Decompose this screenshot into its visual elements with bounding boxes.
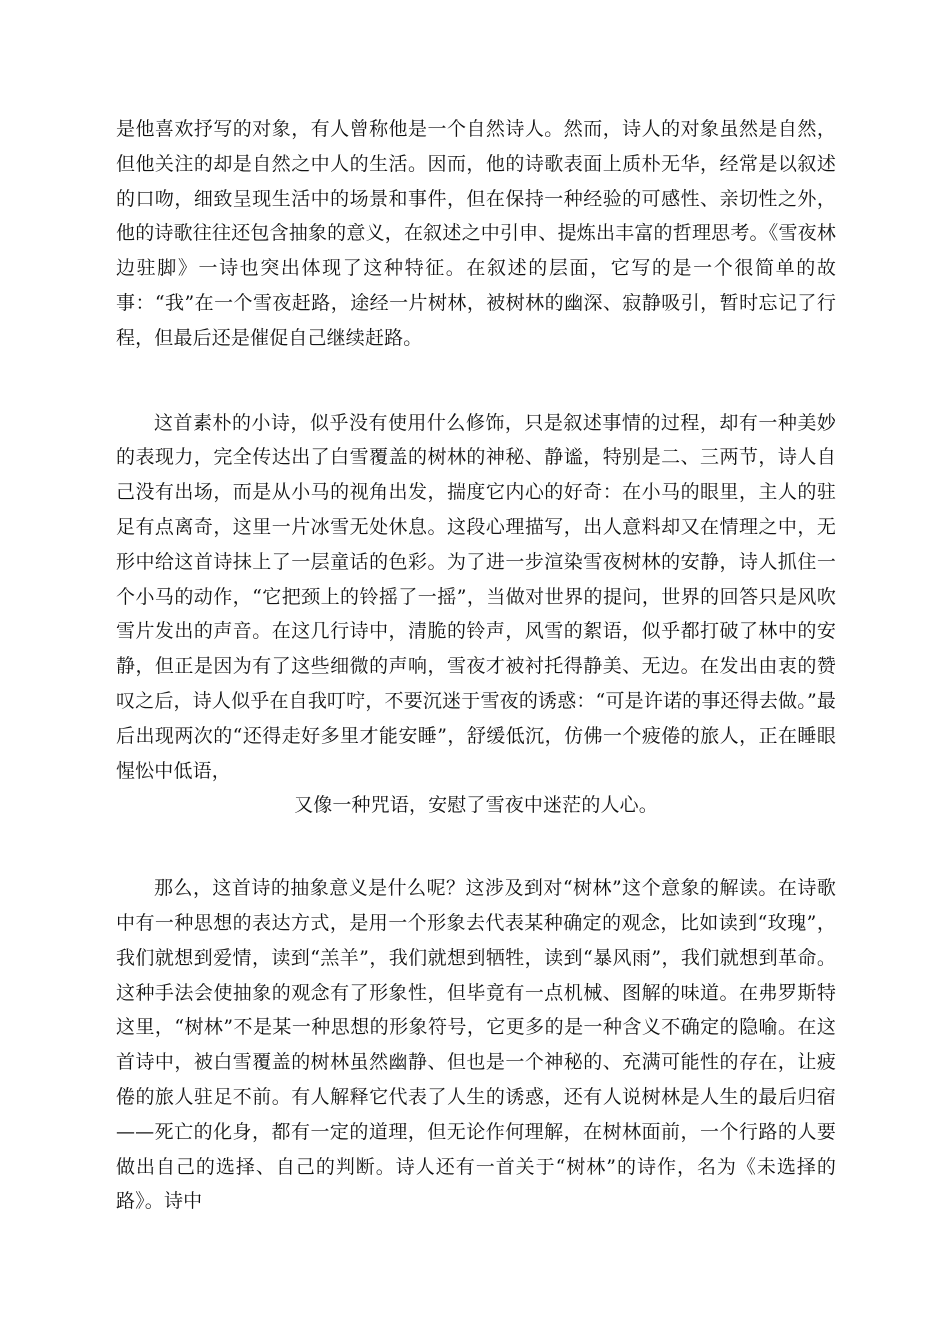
paragraph-poem-analysis-text: 这首素朴的小诗，似乎没有使用什么修饰，只是叙述事情的过程，却有一种美妙的表现力，完全传达出了白雪覆盖的树林的神秘、静谧，特别是二、三两节，诗人自己没有出场，而是从小马的视角出发，揣度它内心的好奇：在小马的眼里，主人的驻足有点离奇，这里一片冰雪无处休息。这段心理描写，出人意料却又在情理之中，无形中给这首诗抹上了一层童话的色彩。为了进一步渲染雪夜树林的安静，诗人抓住一个小马的动作，“它把颈上的铃摇了一摇”，当做对世界的提问，世界的回答只是风吹雪片发出的声音。在这几行诗中，清脆的铃声，风雪的絮语，似乎都打破了林中的安静，但正是因为有了这些细微的声响，雪夜才被衬托得静美、无边。在发出由衷的赞叹之后，诗人似乎在自我叮咛，不要沉迷于雪夜的诱惑：“可是许诺的事还得去做。”最后出现两次的“还得走好多里才能安睡”，舒缓低沉，仿佛一个疲倦的旅人，正在睡眼惺忪中低语， [116,411,836,782]
paragraph-poem-analysis [116,406,836,824]
document-page [116,112,836,1219]
paragraph-poem-analysis-final-line: 又像一种咒语，安慰了雪夜中迷茫的人心。 [294,794,658,817]
paragraph-abstract-meaning: 那么，这首诗的抽象意义是什么呢？这涉及到对“树林”这个意象的解读。在诗歌中有一种思想的表达方式，是用一个形象去代表某种确定的观念，比如读到“玫瑰”，我们就想到爱情，读到“羔羊”，我们就想到牺牲，读到“暴风雨”，我们就想到革命。这种手法会使抽象的观念有了形象性，但毕竟有一点机械、图解的味道。在弗罗斯特这里，“树林”不是某一种思想的形象符号，它更多的是一种含义不确定的隐喻。在这首诗中，被白雪覆盖的树林虽然幽静、但也是一个神秘的、充满可能性的存在，让疲倦的旅人驻足不前。有人解释它代表了人生的诱惑，还有人说树林是人生的最后归宿——死亡的化身，都有一定的道理，但无论作何理解，在树林面前，一个行路的人要做出自己的选择、自己的判断。诗人还有一首关于“树林”的诗作，名为《未选择的路》。诗中 [116,877,836,1213]
paragraph-nature-poet: 是他喜欢抒写的对象，有人曾称他是一个自然诗人。然而，诗人的对象虽然是自然，但他关注的却是自然之中人的生活。因而，他的诗歌表面上质朴无华，经常是以叙述的口吻，细致呈现生活中的场景和事件，但在保持一种经验的可感性、亲切性之外，他的诗歌往往还包含抽象的意义，在叙述之中引申、提炼出丰富的哲理思考。《雪夜林边驻脚》一诗也突出体现了这种特征。在叙述的层面，它写的是一个很简单的故事：“我”在一个雪夜赶路，途经一片树林，被树林的幽深、寂静吸引，暂时忘记了行程，但最后还是催促自己继续赶路。 [116,118,836,349]
